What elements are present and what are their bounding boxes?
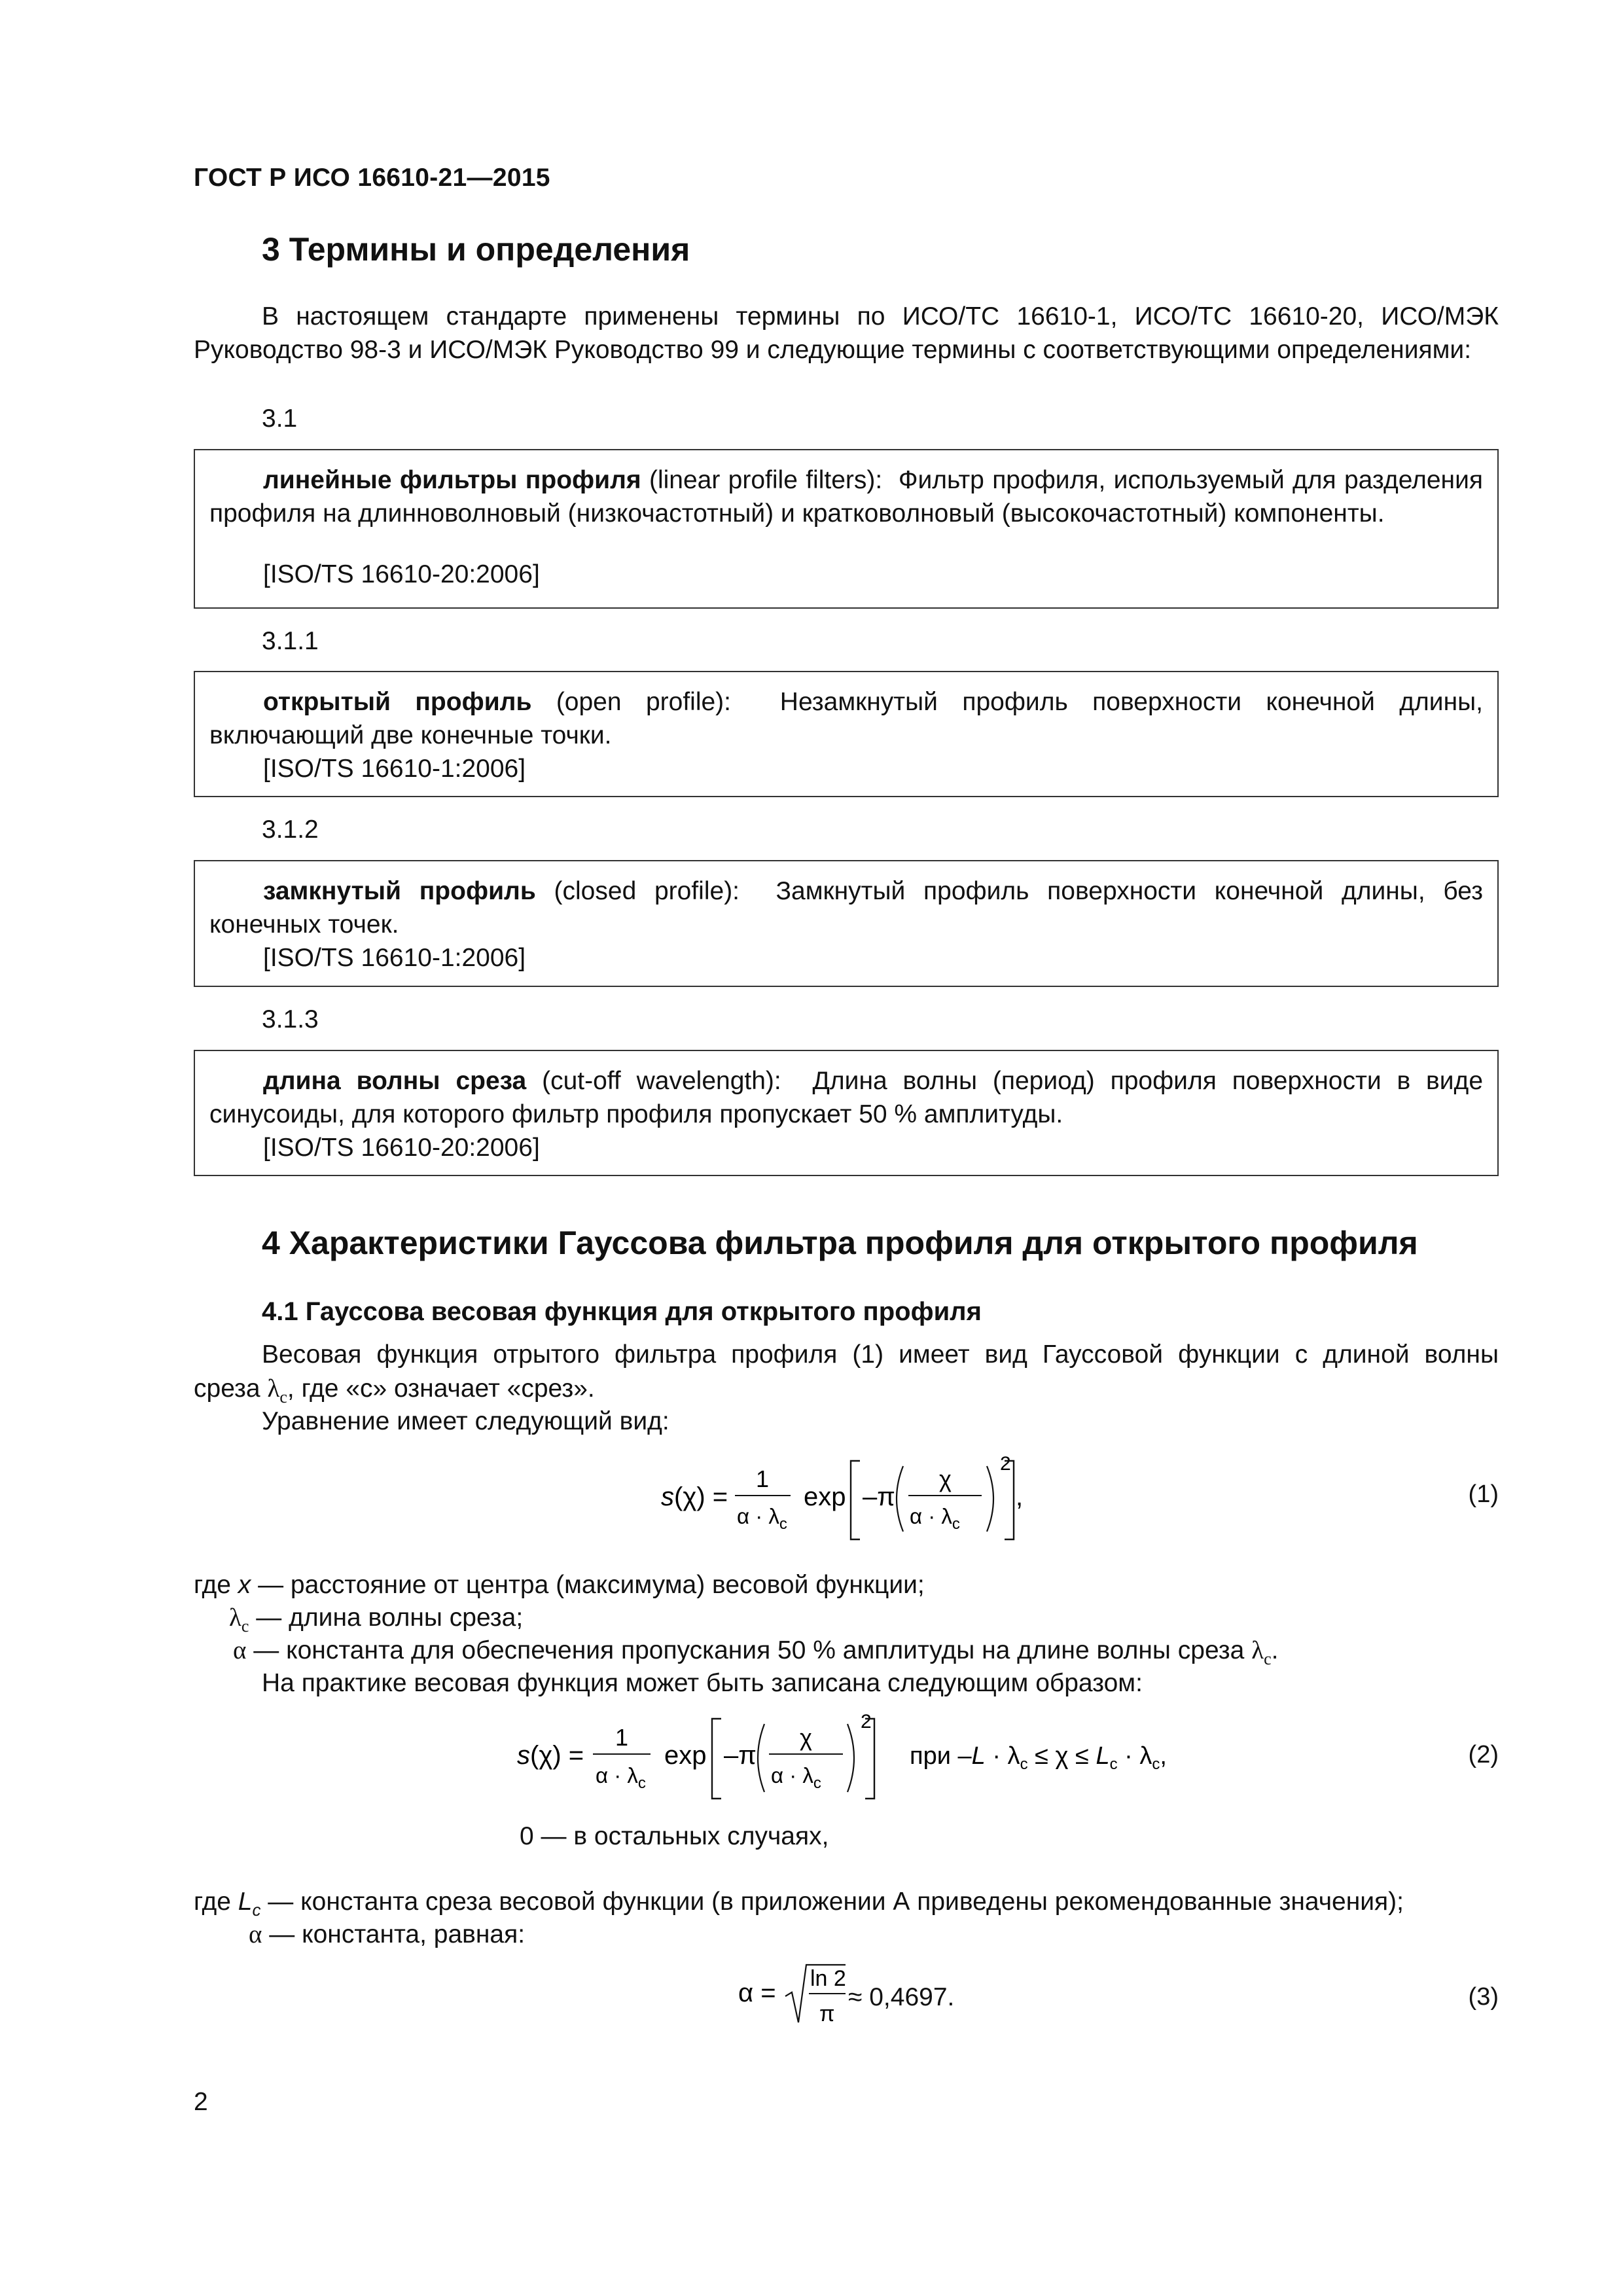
svg-text:1: 1: [756, 1465, 770, 1492]
term-reference: [ISO/TS 16610-1:2006]: [263, 755, 526, 783]
equation-3-value: ≈ 0,4697.: [848, 1983, 955, 2011]
term-name: открытый профиль: [263, 688, 532, 716]
svg-text:s(χ) =: s(χ) =: [661, 1482, 728, 1511]
svg-text:s(χ) =: s(χ) =: [517, 1741, 584, 1770]
svg-text:α · λc: $\alpha \cdot \lambda_c$: [771, 1763, 821, 1792]
paragraph-line: Уравнение имеет следующий вид:: [262, 1407, 669, 1435]
lc-symbol: $L_c$: [238, 1888, 261, 1920]
alpha-symbol: α: [249, 1920, 262, 1948]
term-definition: Длина волны (период) профиля поверхности в виде синусоиды, для которого фильтр профиля пропускает 50 % амплитуды.: [209, 1067, 1484, 1128]
page-number: 2: [194, 2088, 208, 2116]
svg-text:1: 1: [615, 1724, 629, 1751]
svg-text:α =: α =: [738, 1979, 776, 2007]
term-text: [209, 685, 1483, 752]
term-text: [209, 1064, 1483, 1131]
svg-text:exp: exp: [664, 1741, 707, 1770]
term-box-3-1-1: [194, 671, 1499, 797]
svg-text:при –L · λc ≤ χ ≤ Lc · λc,: при $-L \cdot \lambda_c \le \chi \le L_c \cdot \lambda_c$,: [910, 1742, 1167, 1773]
paragraph-line: Весовая функция отрытого фильтра профиля (1) имеет вид Гауссовой функции с длиной волны: [262, 1340, 1499, 1369]
equation-3-number: (3): [1468, 1983, 1499, 2011]
term-number: 3.1: [262, 404, 298, 433]
term-reference: [ISO/TS 16610-20:2006]: [263, 560, 540, 588]
term-text: [209, 874, 1483, 941]
equation-2: [497, 1702, 1217, 1806]
term-name: замкнутый профиль: [263, 877, 536, 905]
term-box-3-1-2: [194, 860, 1499, 987]
where-text: — константа, равная:: [262, 1920, 526, 1948]
svg-text:χ: χ: [800, 1724, 812, 1751]
svg-text:π: π: [819, 2001, 835, 2026]
term-definition: Замкнутый профиль поверхности конечной длины, без конечных точек.: [209, 877, 1483, 939]
svg-text:exp: exp: [804, 1482, 846, 1511]
where-text: — расстояние от центра (максимума) весовой функции;: [251, 1571, 925, 1599]
term-box-3-1: [194, 449, 1499, 609]
svg-text:α · λc: $\alpha \cdot \lambda_c$: [910, 1504, 960, 1533]
svg-text:ln 2: ln 2: [810, 1966, 846, 1991]
where-label: где: [194, 1571, 238, 1599]
term-box-3-1-3: [194, 1050, 1499, 1176]
document-code: ГОСТ Р ИСО 16610-21—2015: [194, 164, 550, 192]
where-text: — константа для обеспечения пропускания 50 % амплитуды на длине волны среза: [246, 1636, 1252, 1664]
section-3-title: 3 Термины и определения: [262, 231, 690, 268]
term-english: (linear profile filters):: [649, 466, 883, 494]
paragraph-text: , где «с» означает «срез».: [287, 1374, 595, 1403]
term-definition: Незамкнутый профиль поверхности конечной длины, включающий две конечные точки.: [209, 688, 1483, 749]
svg-text:2: 2: [1000, 1453, 1011, 1475]
term-name: длина волны среза: [263, 1067, 527, 1095]
term-reference: [ISO/TS 16610-20:2006]: [263, 1134, 540, 1162]
where-text: — константа среза весовой функции (в приложении А приведены рекомендованные значения);: [260, 1888, 1404, 1916]
svg-text:–π: –π: [863, 1482, 895, 1511]
section-4-1-title: 4.1 Гауссова весовая функция для открытого профиля: [262, 1297, 982, 1326]
lambda-c-symbol: $\lambda_с$: [229, 1604, 249, 1636]
svg-text:–π: –π: [724, 1741, 757, 1770]
where-alpha-line: α — константа для обеспечения пропускания 50 % амплитуды на длине волны среза $\lambda_с$.: [233, 1636, 1279, 1668]
where-alpha-const-line: [249, 1918, 525, 1951]
variable-x: x: [238, 1571, 251, 1599]
otherwise-line: 0 — в остальных случаях,: [520, 1822, 829, 1850]
term-text: [209, 463, 1483, 530]
paragraph-line: На практике весовая функция может быть записана следующим образом:: [262, 1669, 1143, 1697]
svg-text:χ: χ: [939, 1465, 952, 1492]
svg-text:α · λc: $\alpha \cdot \lambda_c$: [737, 1504, 787, 1533]
term-number: 3.1.3: [262, 1005, 319, 1033]
equation-1: [641, 1446, 1060, 1545]
section-3-intro: [194, 300, 1499, 367]
term-number: 3.1.2: [262, 816, 319, 844]
where-label: где: [194, 1888, 238, 1916]
paragraph-text: среза: [194, 1374, 268, 1403]
term-english: (closed profile):: [554, 877, 740, 905]
svg-text:2: 2: [861, 1711, 872, 1732]
term-definition: Фильтр профиля, используемый для разделения профиля на длинноволновый (низкочастотный) и кратковолновый (высокочастотный) компоненты.: [209, 466, 1483, 528]
term-reference: [ISO/TS 16610-1:2006]: [263, 944, 526, 972]
lambda-c-symbol: $\lambda_с$: [267, 1374, 287, 1407]
svg-text:,: ,: [1016, 1482, 1024, 1511]
svg-text:α · λc: $\alpha \cdot \lambda_c$: [596, 1763, 646, 1792]
term-name: линейные фильтры профиля: [263, 466, 641, 494]
term-english: (open profile):: [556, 688, 731, 716]
section-4-title: 4 Характеристики Гауссова фильтра профиля для открытого профиля: [262, 1225, 1418, 1261]
lambda-c-symbol: $\lambda_с$: [1251, 1636, 1272, 1668]
intro-text: В настоящем стандарте применены термины по ИСО/ТС 16610-1, ИСО/ТС 16610-20, ИСО/МЭК Руководство 98-3 и ИСО/МЭК Руководство 99 и следующие термины с соответствующими определениями:: [194, 302, 1499, 364]
term-number: 3.1.1: [262, 627, 319, 655]
equation-1-number: (1): [1468, 1480, 1499, 1508]
equation-2-number: (2): [1468, 1741, 1499, 1768]
where-text: — длина волны среза;: [249, 1604, 524, 1632]
where-x-line: [194, 1568, 925, 1602]
alpha-symbol: α: [233, 1636, 247, 1664]
term-english: (cut-off wavelength):: [542, 1067, 781, 1095]
